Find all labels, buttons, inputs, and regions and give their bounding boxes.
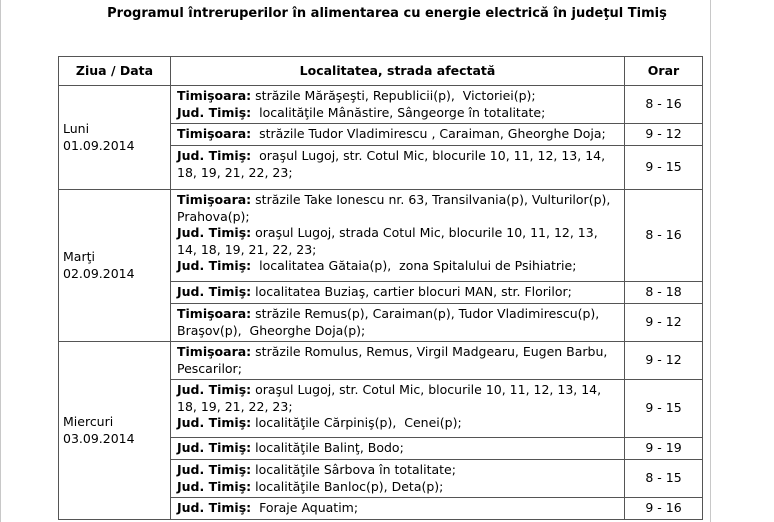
street-list: străzile Mărăşeşti, Republicii(p), Victoriei(p); bbox=[251, 88, 536, 103]
location-line bbox=[177, 462, 620, 479]
location-cell bbox=[171, 438, 625, 460]
day-cell bbox=[59, 342, 171, 520]
location-cell bbox=[171, 146, 625, 190]
location-line bbox=[177, 306, 620, 339]
place-label: Timişoara: bbox=[177, 126, 252, 141]
street-list: străzile Remus(p), Caraiman(p), Tudor Vladimirescu(p), Braşov(p), Gheorghe Doja(p); bbox=[177, 306, 604, 338]
time-interval: 8 - 15 bbox=[625, 460, 703, 498]
place-label: Timişoara: bbox=[177, 306, 252, 321]
date: 03.09.2014 bbox=[63, 430, 135, 446]
street-list: oraşul Lugoj, strada Cotul Mic, blocurile 10, 11, 12, 13, 14, 18, 19, 21, 22, 23; bbox=[177, 225, 602, 257]
street-list: localitatea Gătaia(p), zona Spitalului de Psihiatrie; bbox=[251, 258, 577, 273]
location-line bbox=[177, 479, 620, 496]
street-list: localităţile Banloc(p), Deta(p); bbox=[251, 478, 444, 494]
location-line bbox=[177, 344, 620, 377]
place-label: Timişoara: bbox=[177, 192, 252, 207]
table-header-row bbox=[59, 57, 703, 86]
location-cell bbox=[171, 498, 625, 520]
day-cell bbox=[59, 86, 171, 190]
location-line bbox=[177, 148, 620, 181]
location-line bbox=[177, 258, 620, 275]
street-list: localităţile Cărpiniş(p), Cenei(p); bbox=[251, 415, 462, 430]
location-line bbox=[177, 126, 620, 143]
weekday: Miercuri bbox=[63, 414, 114, 429]
location-cell bbox=[171, 86, 625, 124]
table-body bbox=[59, 86, 703, 520]
street-list: străzile Take Ionescu nr. 63, Transilvania(p), Vulturilor(p), Prahova(p); bbox=[177, 192, 615, 224]
location-cell bbox=[171, 282, 625, 304]
time-interval: 9 - 12 bbox=[625, 304, 703, 342]
date: 02.09.2014 bbox=[63, 265, 135, 281]
header-day: Ziua / Data bbox=[59, 57, 171, 86]
location-cell bbox=[171, 460, 625, 498]
location-cell bbox=[171, 342, 625, 380]
location-line bbox=[177, 105, 620, 122]
place-label: Jud. Timiş: bbox=[177, 478, 252, 494]
time-interval: 8 - 16 bbox=[625, 190, 703, 282]
table-row bbox=[59, 190, 703, 282]
time-interval: 9 - 15 bbox=[625, 380, 703, 438]
page-right-border bbox=[710, 0, 711, 522]
street-list: localităţile Sârbova în totalitate; bbox=[251, 462, 456, 477]
place-label: Jud. Timiş: bbox=[177, 225, 252, 240]
time-interval: 8 - 16 bbox=[625, 86, 703, 124]
place-label: Jud. Timiş: bbox=[177, 440, 252, 455]
location-cell bbox=[171, 380, 625, 438]
location-cell bbox=[171, 190, 625, 282]
place-label: Jud. Timiş: bbox=[177, 415, 252, 430]
street-list: străzile Romulus, Remus, Virgil Madgearu, Eugen Barbu, Pescarilor; bbox=[177, 344, 612, 376]
street-list: străzile Tudor Vladimirescu , Caraiman, Gheorghe Doja; bbox=[251, 126, 606, 141]
place-label: Jud. Timiş: bbox=[177, 104, 252, 120]
header-time: Orar bbox=[625, 57, 703, 86]
location-line bbox=[177, 225, 620, 258]
time-interval: 9 - 12 bbox=[625, 342, 703, 380]
weekday: Marţi bbox=[63, 249, 95, 264]
page-title: Programul întreruperilor în alimentarea cu energie electrică în judeţul Timiş bbox=[107, 6, 667, 21]
place-label: Jud. Timiş: bbox=[177, 500, 252, 515]
place-label: Jud. Timiş: bbox=[177, 382, 252, 397]
page-left-border bbox=[0, 0, 1, 522]
table-row bbox=[59, 86, 703, 124]
street-list: Foraje Aquatim; bbox=[251, 500, 359, 515]
place-label: Jud. Timiş: bbox=[177, 284, 252, 299]
place-label: Timişoara: bbox=[177, 88, 252, 103]
location-line bbox=[177, 500, 620, 517]
street-list: localităţile Balinţ, Bodo; bbox=[251, 440, 404, 455]
date: 01.09.2014 bbox=[63, 137, 135, 153]
location-line bbox=[177, 415, 620, 432]
time-interval: 9 - 12 bbox=[625, 124, 703, 146]
street-list: oraşul Lugoj, str. Cotul Mic, blocurile 10, 11, 12, 13, 14, 18, 19, 21, 22, 23; bbox=[177, 382, 606, 414]
header-location: Localitatea, strada afectată bbox=[171, 57, 625, 86]
place-label: Jud. Timiş: bbox=[177, 258, 252, 273]
table-row bbox=[59, 342, 703, 380]
street-list: localităţile Mânăstire, Sângeorge în totalitate; bbox=[251, 104, 546, 120]
day-cell bbox=[59, 190, 171, 342]
street-list: localitatea Buziaş, cartier blocuri MAN, str. Florilor; bbox=[251, 284, 572, 299]
time-interval: 9 - 19 bbox=[625, 438, 703, 460]
weekday: Luni bbox=[63, 121, 90, 136]
place-label: Jud. Timiş: bbox=[177, 462, 252, 477]
location-cell bbox=[171, 304, 625, 342]
place-label: Jud. Timiş: bbox=[177, 148, 252, 163]
time-interval: 9 - 16 bbox=[625, 498, 703, 520]
location-line bbox=[177, 284, 620, 301]
street-list: oraşul Lugoj, str. Cotul Mic, blocurile 10, 11, 12, 13, 14, 18, 19, 21, 22, 23; bbox=[177, 148, 610, 180]
time-interval: 9 - 15 bbox=[625, 146, 703, 190]
location-line bbox=[177, 192, 620, 225]
outage-schedule-table bbox=[58, 56, 703, 520]
time-interval: 8 - 18 bbox=[625, 282, 703, 304]
location-line bbox=[177, 440, 620, 457]
location-line bbox=[177, 88, 620, 105]
place-label: Timişoara: bbox=[177, 344, 252, 359]
location-line bbox=[177, 382, 620, 415]
location-cell bbox=[171, 124, 625, 146]
